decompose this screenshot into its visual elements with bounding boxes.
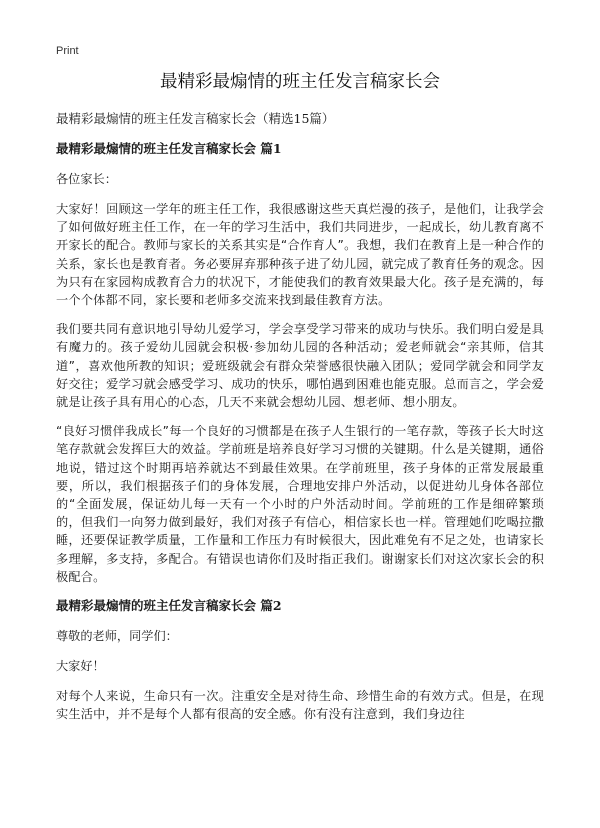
salutation: 尊敬的老师，同学们： — [56, 629, 178, 644]
greeting: 大家好！ — [56, 659, 105, 674]
section-heading: 最精彩最煽情的班主任发言稿家长会 篇1 — [56, 141, 282, 156]
paragraph: 大家好！回顾这一学年的班主任工作，我很感谢这些天真烂漫的孩子，是他们，让我学会了如何做好班主任工作，在一年的学习生活中，我们共同进步，一起成长，幼儿教育离不开家长的配合。教师与家长的关系其实是“合作育人”。我想，我们在教育上是一种合作的关系，家长也是教育者。务必要屏弃那种孩子进了幼儿园，就完成了教育任务的观念。因为只有在家园构成教育合力的状况下，才能使我们的教育效果最大化。孩子是充满的，每一个个体都不同，家长要和老师多交流来找到最佳教育方法。 — [56, 202, 544, 308]
document-title: 最精彩最煽情的班主任发言稿家长会 — [160, 72, 440, 92]
section-1 — [56, 140, 544, 586]
paragraph: “良好习惯伴我成长”每一个良好的习惯都是在孩子人生银行的一笔存款，等孩子长大时这笔存款就会发挥巨大的效益。学前班是培养良好学习习惯的关键期。什么是关键期，通俗地说，错过这个时期再培养就达不到最佳效果。在学前班里，孩子身体的正常发展最重要，所以，我们根据孩子们的身体发展，合理地安排户外活动，以促进幼儿身体各部位的“全面发展，保证幼儿每一天有一个小时的户外活动时间。学前班的工作是细碎繁琐的，但我们一向努力做到最好，我们对孩子有信心，相信家长也一样。管理她们吃喝拉撒睡，还要保证教学质量，工作量和工作压力有时候很大，因此难免有不足之处，也请家长多理解，多支持，多配合。有错误也请你们及时指正我们。谢谢家长们对这次家长会的积极配合。 — [56, 424, 544, 584]
paragraph: 我们要共同有意识地引导幼儿爱学习，学会享受学习带来的成功与快乐。我们明白爱是具有魔力的。孩子爱幼儿园就会积极·参加幼儿园的各种活动；爱老师就会“亲其师，信其道”，喜欢他所教的知识；爱班级就会有群众荣誉感很快融入团队；爱同学就会和同学友好交往；爱学习就会感受学习、成功的快乐，哪怕遇到困难也能克服。总而言之，学会爱就是让孩子具有用心的心态，几天不来就会想幼儿园、想老师、想小朋友。 — [56, 322, 544, 410]
salutation: 各位家长： — [56, 172, 117, 186]
paragraph: 对每个人来说，生命只有一次。注重安全是对待生命、珍惜生命的有效方式。但是，在现实生活中，并不是每个人都有很高的安全感。你有没有注意到，我们身边往 — [56, 689, 544, 722]
document-subtitle: 最精彩最煽情的班主任发言稿家长会（精选15篇） — [56, 111, 335, 126]
print-link[interactable]: Print — [56, 45, 79, 57]
section-2 — [56, 597, 544, 723]
section-heading: 最精彩最煽情的班主任发言稿家长会 篇2 — [56, 598, 282, 614]
